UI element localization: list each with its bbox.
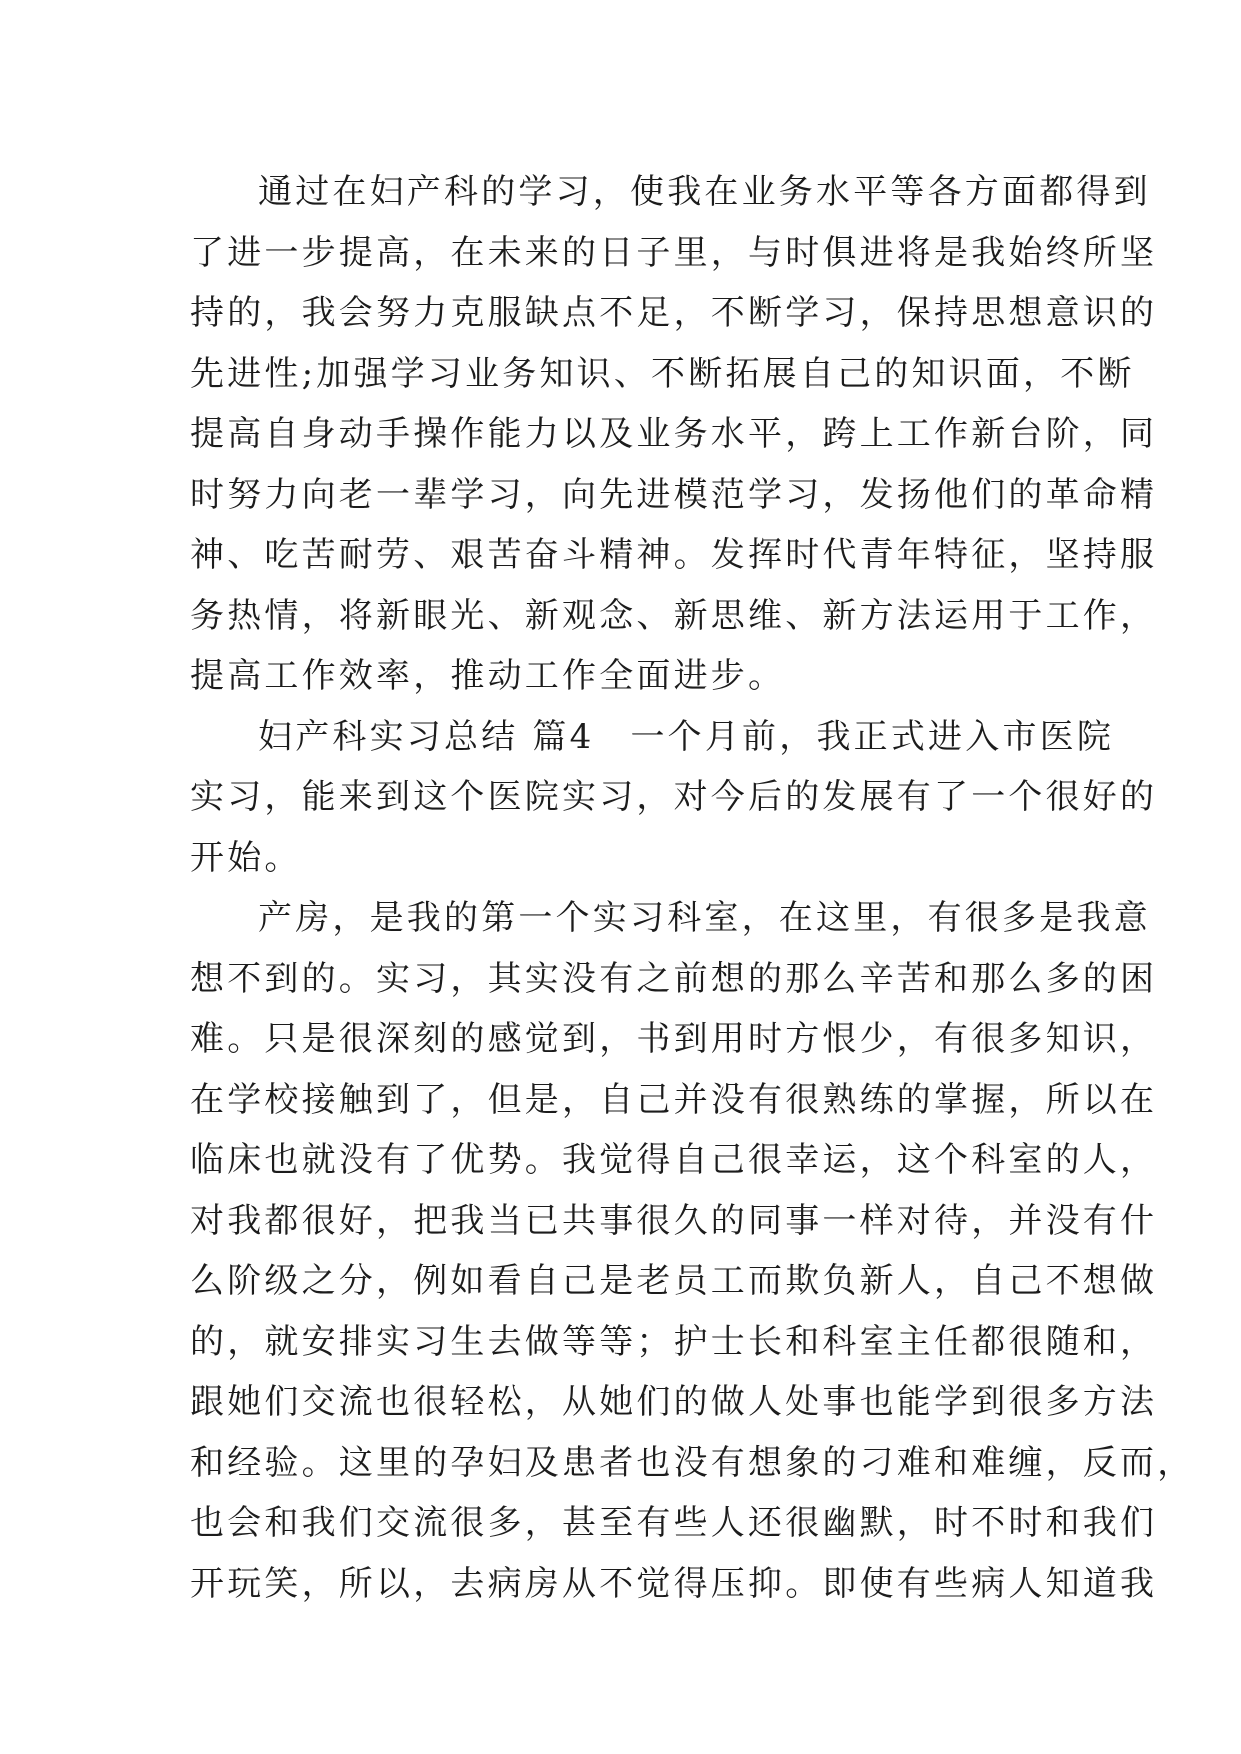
paragraph-1-line: 神、吃苦耐劳、艰苦奋斗精神。发挥时代青年特征，坚持服: [190, 535, 1158, 575]
paragraph-3-line: 也会和我们交流很多，甚至有些人还很幽默，时不时和我们: [190, 1503, 1158, 1543]
paragraph-3-line: 想不到的。实习，其实没有之前想的那么辛苦和那么多的困: [190, 958, 1158, 999]
section-title-line: [190, 707, 1115, 768]
paragraph-3-line: 和经验。这里的孕妇及患者也没有想象的刁难和难缠，反而，: [190, 1442, 1195, 1483]
paragraph-1-line: 提高自身动手操作能力以及业务水平，跨上工作新台阶，同: [190, 414, 1158, 454]
paragraph-2-line: 开始。: [190, 837, 302, 878]
paragraph-3-line: 跟她们交流也很轻松，从她们的做人处事也能学到很多方法: [190, 1382, 1158, 1422]
paragraph-3-line: 开玩笑，所以，去病房从不觉得压抑。即使有些病人知道我: [190, 1563, 1158, 1604]
paragraph-3-line: 难。只是很深刻的感觉到，书到用时方恨少，有很多知识，: [190, 1019, 1158, 1059]
paragraph-1-line: 持的，我会努力克服缺点不足，不断学习，保持思想意识的: [190, 293, 1158, 333]
paragraph-3-line: 在学校接触到了，但是，自己并没有很熟练的掌握，所以在: [190, 1079, 1158, 1120]
paragraph-3-line: 对我都很好，把我当已共事很久的同事一样对待，并没有什: [190, 1200, 1158, 1241]
paragraph-1-line: 先进性;加强学习业务知识、不断拓展自己的知识面，不断: [190, 353, 1135, 394]
document-body: [190, 162, 1195, 1614]
paragraph-3-line: 产房，是我的第一个实习科室，在这里，有很多是我意: [258, 898, 1151, 938]
paragraph-1-line: 了进一步提高，在未来的日子里，与时俱进将是我始终所坚: [190, 232, 1158, 273]
paragraph-2-line: 实习，能来到这个医院实习，对今后的发展有了一个很好的: [190, 777, 1158, 817]
paragraph-3-line: 临床也就没有了优势。我觉得自己很幸运，这个科室的人，: [190, 1140, 1158, 1180]
paragraph-1-line: 提高工作效率，推动工作全面进步。: [190, 656, 786, 696]
paragraph-3-line: 的，就安排实习生去做等等；护士长和科室主任都很随和，: [190, 1321, 1158, 1362]
paragraph-1-line: 时努力向老一辈学习，向先进模范学习，发扬他们的革命精: [190, 474, 1158, 515]
section-title: 妇产科实习总结 篇4: [258, 716, 595, 757]
paragraph-1-line: 通过在妇产科的学习，使我在业务水平等各方面都得到: [258, 172, 1151, 212]
paragraph-3-line: 么阶级之分，例如看自己是老员工而欺负新人，自己不想做: [190, 1261, 1158, 1301]
paragraph-2-first: 一个月前，我正式进入市医院: [630, 716, 1115, 757]
paragraph-1-line: 务热情，将新眼光、新观念、新思维、新方法运用于工作，: [190, 595, 1158, 636]
